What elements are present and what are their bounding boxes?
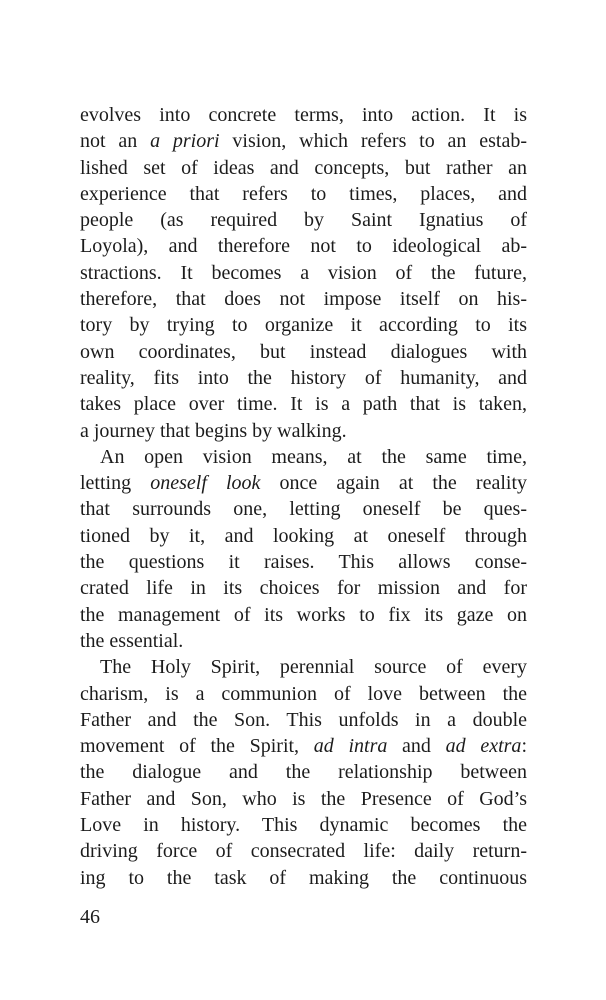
text-line (80, 575, 527, 601)
text-line (80, 707, 527, 733)
italic-text: ad intra (313, 735, 388, 758)
text-line (80, 681, 527, 707)
text: evolves into concrete terms, into action. It is (80, 104, 527, 126)
text: takes place over time. It is a path that is taken, (80, 393, 527, 416)
text: stractions. It becomes a vision of the future, (80, 261, 527, 284)
paragraph (80, 654, 527, 891)
text-line (80, 602, 527, 628)
text-line (80, 786, 527, 812)
text: Love in history. This dynamic becomes the (80, 814, 527, 837)
text: tioned by it, and looking at oneself through (80, 524, 527, 547)
text: : (521, 735, 527, 758)
text: people (as required by Saint Ignatius of (80, 209, 527, 232)
text-line (80, 865, 527, 891)
text: crated life in its choices for mission and for (80, 577, 527, 600)
page-number: 46 (80, 906, 100, 928)
text: movement of the Spirit, (80, 735, 314, 758)
text-line (80, 838, 527, 864)
italic-text: oneself look (150, 472, 261, 495)
text: reality, fits into the history of humanity, and (80, 366, 527, 389)
text: lished set of ideas and concepts, but rather an (80, 156, 527, 179)
paragraph (80, 444, 527, 654)
text: therefore, that does not impose itself on his- (80, 288, 527, 311)
text-line (80, 628, 527, 654)
text: own coordinates, but instead dialogues with (80, 340, 527, 363)
text-line (80, 260, 527, 286)
text-line (80, 523, 527, 549)
text-line (80, 312, 527, 338)
text-line (80, 496, 527, 522)
text: and (387, 735, 446, 758)
italic-text: ad extra (445, 735, 522, 758)
text: the essential. (80, 629, 184, 652)
italic-text: a priori (150, 130, 220, 153)
text: The Holy Spirit, perennial source of every (100, 656, 527, 679)
text: tory by trying to organize it according to its (80, 314, 527, 337)
text-line (80, 365, 527, 391)
text: driving force of consecrated life: daily return- (80, 840, 527, 863)
text: not an (80, 130, 151, 153)
text-line (80, 286, 527, 312)
text-line (80, 128, 527, 154)
text-line (80, 812, 527, 838)
text: letting (80, 472, 151, 495)
text-line (80, 233, 527, 259)
text: An open vision means, at the same time, (100, 445, 527, 468)
text-line (80, 207, 527, 233)
text-line (80, 102, 527, 128)
text: the dialogue and the relationship between (80, 761, 527, 784)
text: experience that refers to times, places, and (80, 182, 527, 205)
text-line (80, 470, 527, 496)
text: charism, is a communion of love between the (80, 682, 527, 705)
text-line (80, 339, 527, 365)
body-text (80, 102, 527, 891)
text: Father and the Son. This unfolds in a double (80, 708, 527, 731)
paragraph (80, 102, 527, 444)
text: that surrounds one, letting oneself be ques- (80, 498, 527, 521)
text: vision, which refers to an estab- (219, 130, 527, 153)
text-line (80, 733, 527, 759)
text-line (80, 444, 527, 470)
text: a journey that begins by walking. (80, 419, 347, 442)
text-line (80, 549, 527, 575)
text: Loyola), and therefore not to ideological ab- (80, 235, 527, 258)
text-line (80, 155, 527, 181)
text-line (80, 759, 527, 785)
text-line (80, 391, 527, 417)
text: ing to the task of making the continuous (80, 866, 527, 889)
text-line (80, 654, 527, 680)
text: Father and Son, who is the Presence of God’s (80, 787, 527, 810)
text-line (80, 181, 527, 207)
text: the questions it raises. This allows conse- (80, 551, 527, 574)
text-line (80, 418, 527, 444)
text: once again at the reality (260, 472, 527, 495)
text: the management of its works to fix its gaze on (80, 603, 527, 626)
